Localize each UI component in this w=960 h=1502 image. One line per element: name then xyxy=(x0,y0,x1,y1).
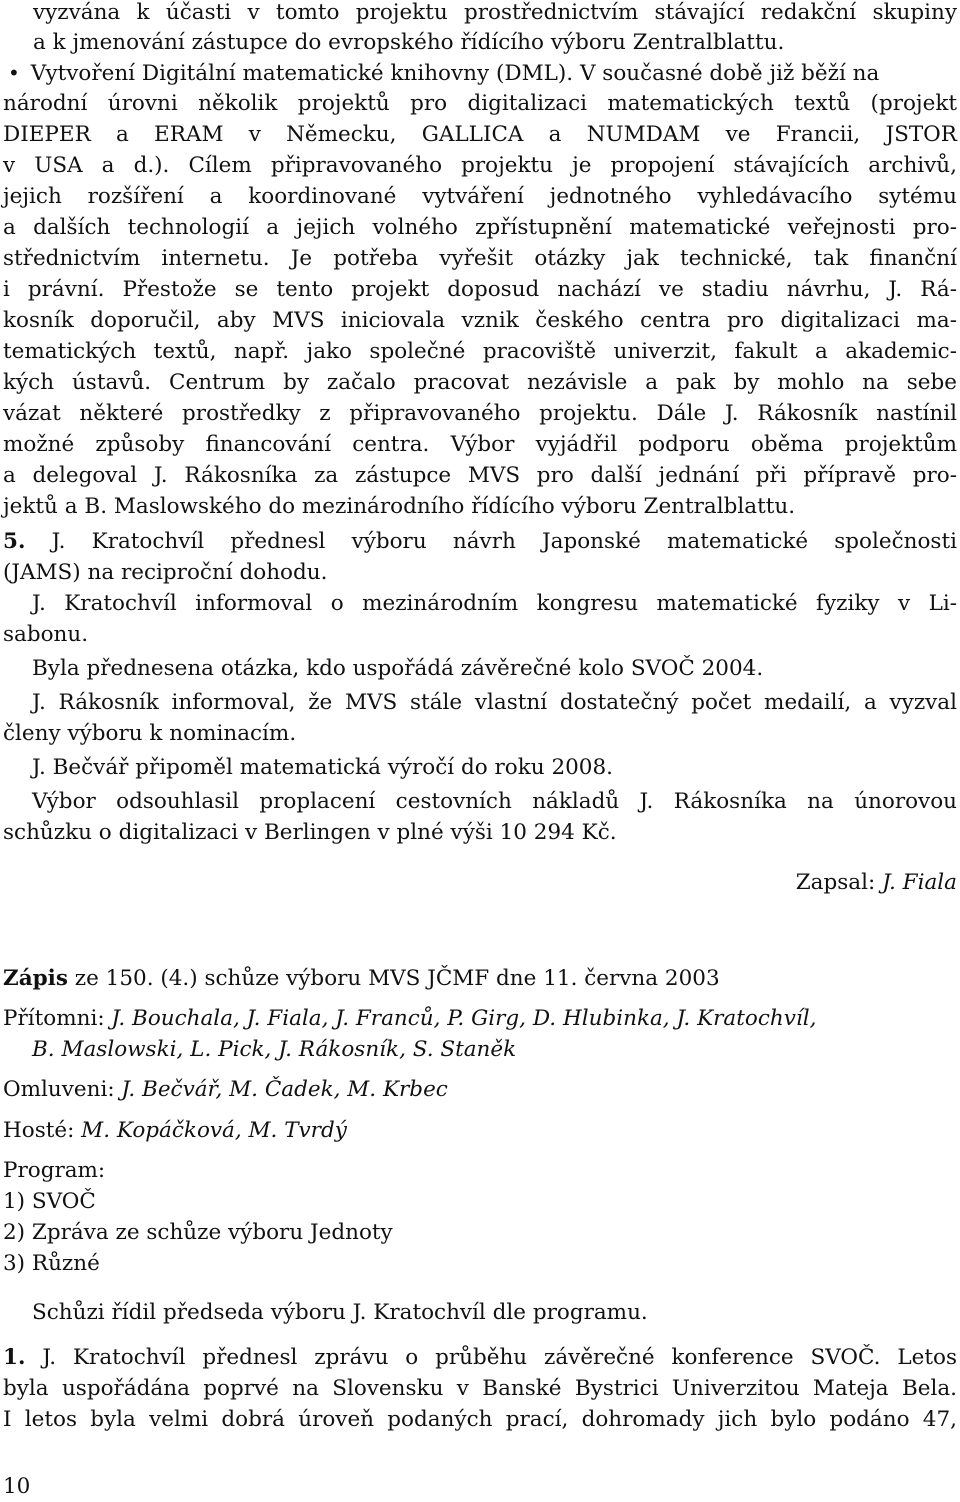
text-line: jektů a B. Maslowského do mezinárodního řídícího výboru Zentralblattu. xyxy=(3,494,796,519)
text-line: Byla přednesena otázka, kdo uspořádá závěrečné kolo SVOČ 2004. xyxy=(32,656,764,681)
recorder-line xyxy=(3,868,957,898)
bullet-first-line xyxy=(8,58,957,89)
recorder-label: Zapsal: xyxy=(795,870,876,895)
text-line: schůzku o digitalizaci v Berlingen v plné výši 10 294 Kč. xyxy=(3,820,617,845)
guests-line xyxy=(3,1116,957,1146)
minutes-title-rest: ze 150. (4.) schůze výboru MVS JČMF dne 11. června 2003 xyxy=(67,966,720,991)
excused-label: Omluveni: xyxy=(3,1077,115,1102)
chair-sentence: Schůzi řídil předseda výboru J. Kratochvíl dle programu. xyxy=(32,1300,648,1325)
text-line: členy výboru k nominacím. xyxy=(3,721,297,746)
present-label: Přítomni: xyxy=(3,1006,105,1031)
text-line: a dalších technologií a jejich volného zpřístupnění matematické veřejnosti pro- xyxy=(3,215,957,240)
minutes-title-bold: Zápis xyxy=(3,966,68,991)
text-line: kosník doporučil, aby MVS iniciovala vznik českého centra pro digitalizaci ma- xyxy=(3,308,957,333)
guests-names: M. Kopáčková, M. Tvrdý xyxy=(74,1118,347,1143)
text-line: tematických textů, např. jako společné pracoviště univerzit, fakult a akademic- xyxy=(3,339,957,364)
text-line: Výbor odsouhlasil proplacení cestovních nákladů J. Rákosníka na únorovou xyxy=(32,789,957,814)
recorder-name: J. Fiala xyxy=(882,870,957,895)
text-line: J. Kratochvíl přednesl zprávu o průběhu závěrečné konference SVOČ. Letos xyxy=(42,1345,957,1370)
program-item: 2) Zpráva ze schůze výboru Jednoty xyxy=(3,1220,393,1245)
text-line: střednictvím internetu. Je potřeba vyřešit otázky jak technické, tak finanční xyxy=(3,246,957,271)
text-line: vyzvána k účasti v tomto projektu prostřednictvím stávající redakční skupiny xyxy=(33,0,957,25)
item-5-first-line xyxy=(3,527,957,557)
excused-names: J. Bečvář, M. Čadek, M. Krbec xyxy=(114,1077,448,1102)
page-number: 10 xyxy=(3,1474,31,1499)
text-line: I letos byla velmi dobrá úroveň podaných prací, dohromady jich bylo podáno 47, xyxy=(3,1407,957,1432)
program-label: Program: xyxy=(3,1158,106,1183)
text-line: Vytvoření Digitální matematické knihovny (DML). V současné době již běží na xyxy=(30,61,880,86)
text-line: J. Kratochvíl informoval o mezinárodním kongresu matematické fyziky v Li- xyxy=(32,591,957,616)
text-line: možné způsoby financování centra. Výbor vyjádřil podporu oběma projektům xyxy=(3,432,957,457)
text-line: a delegoval J. Rákosníka za zástupce MVS pro další jednání při přípravě pro- xyxy=(3,463,957,488)
guests-label: Hosté: xyxy=(3,1118,75,1143)
text-line: (JAMS) na reciproční dohodu. xyxy=(3,560,328,585)
item-number: 5. xyxy=(3,529,26,554)
program-item: 1) SVOČ xyxy=(3,1189,96,1214)
excused-line xyxy=(3,1075,957,1105)
present-names-cont: B. Maslowski, L. Pick, J. Rákosník, S. Staněk xyxy=(32,1037,517,1062)
program-item: 3) Různé xyxy=(3,1251,100,1276)
text-line: DIEPER a ERAM v Německu, GALLICA a NUMDAM ve Francii, JSTOR xyxy=(3,122,957,147)
text-line: vázat některé prostředky z připravovaného projektu. Dále J. Rákosník nastínil xyxy=(3,401,957,426)
text-line: J. Bečvář připoměl matematická výročí do roku 2008. xyxy=(32,755,614,780)
text-line: jejich rozšíření a koordinované vytváření jednotného vyhledávacího sytému xyxy=(3,184,957,209)
text-line: J. Rákosník informoval, že MVS stále vlastní dostatečný počet medailí, a vyzval xyxy=(32,690,957,715)
text-line: i právní. Přestože se tento projekt doposud nachází ve stadiu návrhu, J. Rá- xyxy=(3,277,957,302)
text-line: kých ústavů. Centrum by začalo pracovat nezávisle a pak by mohlo na sebe xyxy=(3,370,957,395)
present-names: J. Bouchala, J. Fiala, J. Franců, P. Girg, D. Hlubinka, J. Kratochvíl, xyxy=(104,1006,817,1031)
minutes-title xyxy=(3,964,957,994)
text-line: J. Kratochvíl přednesl výboru návrh Japonské matematické společnosti xyxy=(51,529,957,554)
item-number: 1. xyxy=(3,1345,26,1370)
present-line xyxy=(3,1004,957,1034)
text-line: a k jmenování zástupce do evropského řídícího výboru Zentralblattu. xyxy=(33,30,785,55)
bullet-icon: • xyxy=(8,61,20,85)
text-line: byla uspořádána poprvé na Slovensku v Banské Bystrici Univerzitou Mateja Bela. xyxy=(3,1376,957,1401)
text-line: národní úrovni několik projektů pro digitalizaci matematických textů (projekt xyxy=(3,91,957,116)
text-line: v USA a d.). Cílem připravovaného projektu je propojení stávajících archivů, xyxy=(3,153,957,178)
item-1-first-line xyxy=(3,1343,957,1373)
text-line: sabonu. xyxy=(3,622,89,647)
